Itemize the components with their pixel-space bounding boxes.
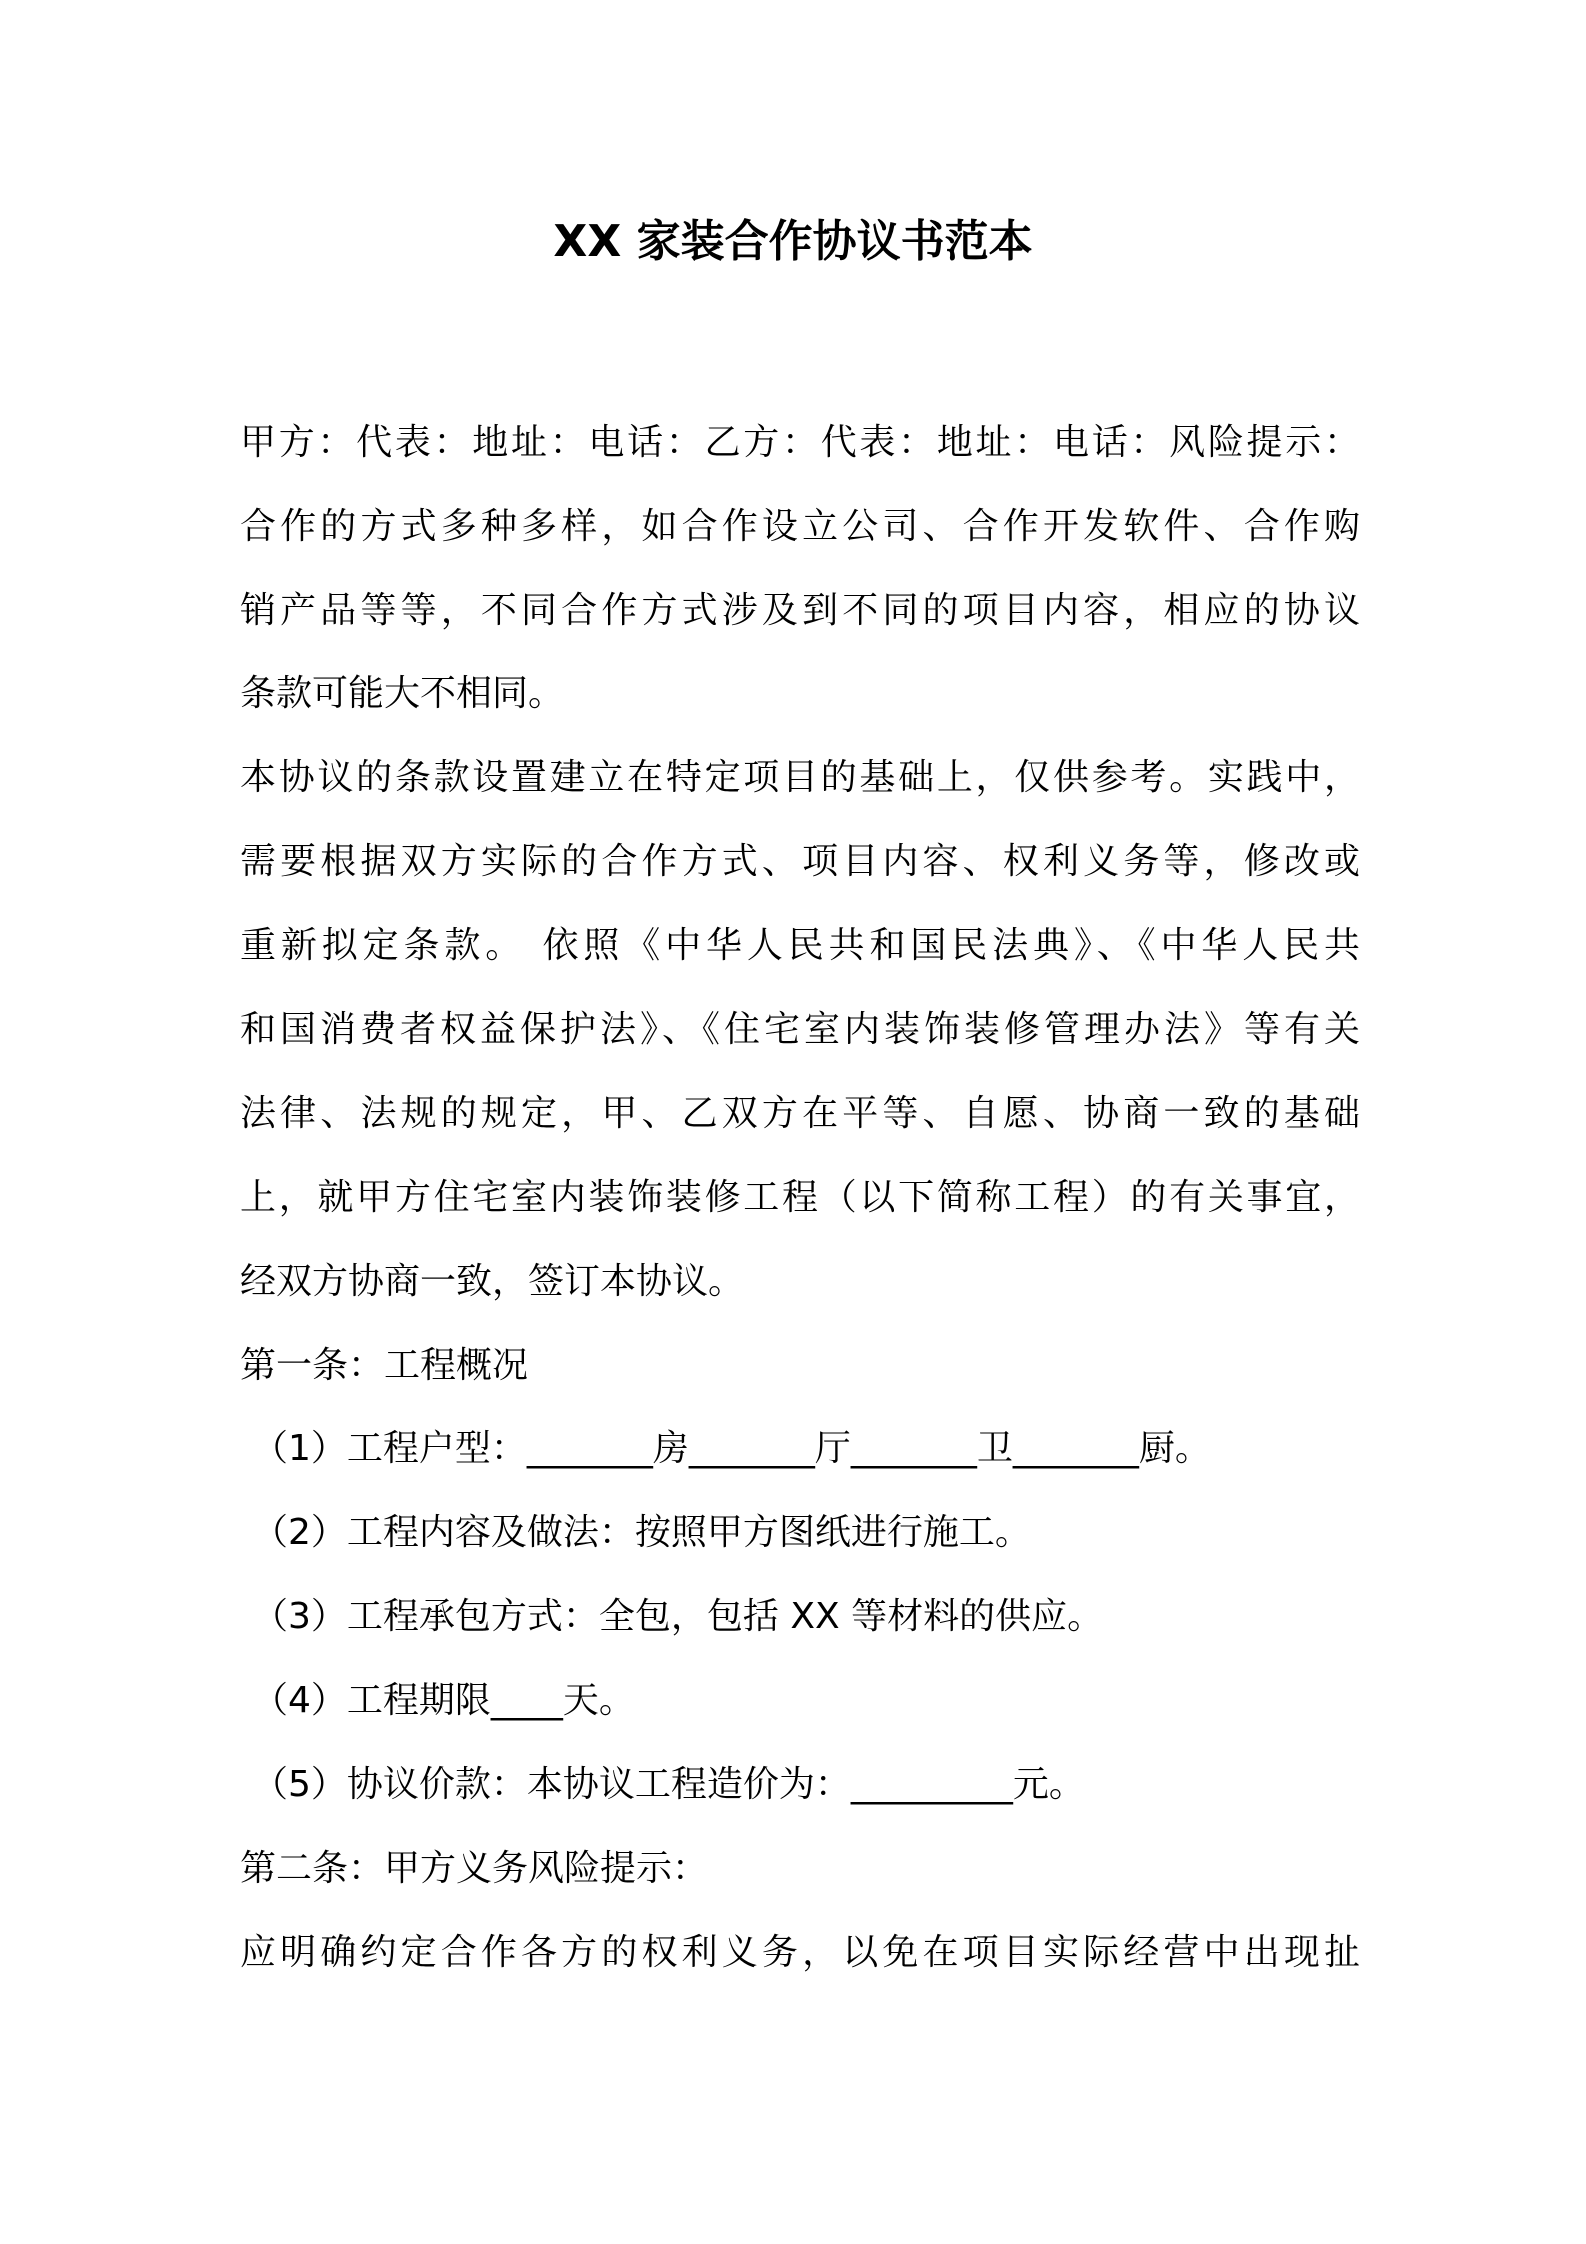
body-line: 经双方协商一致，签订本协议。 — [240, 1261, 745, 1302]
body-line: 重新拟定条款。 依照《中华人民共和国民法典》、《中华人民共 — [240, 925, 1360, 966]
body-line: 上，就甲方住宅室内装饰装修工程（以下简称工程）的有关事宜， — [240, 1177, 1360, 1218]
parties-line: 甲方：代表：地址：电话：乙方：代表：地址：电话：风险提示： — [240, 422, 1360, 463]
body-line: 应明确约定合作各方的权利义务，以免在项目实际经营中出现扯 — [240, 1932, 1360, 1973]
section-heading: 第一条：工程概况 — [240, 1345, 529, 1386]
document-title: XX 家装合作协议书范本 — [553, 216, 1033, 267]
clause-item: （1）工程户型：_______房_______厅_______卫_______厨。 — [252, 1428, 1211, 1469]
clause-item: （2）工程内容及做法：按照甲方图纸进行施工。 — [252, 1512, 1031, 1553]
body-line: 本协议的条款设置建立在特定项目的基础上，仅供参考。实践中， — [240, 757, 1360, 798]
body-line: 需要根据双方实际的合作方式、项目内容、权利义务等，修改或 — [240, 841, 1360, 882]
body-line: 销产品等等，不同合作方式涉及到不同的项目内容，相应的协议 — [240, 590, 1360, 631]
section-heading: 第二条：甲方义务风险提示： — [240, 1848, 709, 1889]
body-line: 合作的方式多种多样，如合作设立公司、合作开发软件、合作购 — [240, 506, 1360, 547]
body-line: 条款可能大不相同。 — [240, 673, 565, 714]
clause-item: （4）工程期限____天。 — [252, 1680, 635, 1721]
clause-item: （5）协议价款：本协议工程造价为：_________元。 — [252, 1764, 1085, 1805]
clause-item: （3）工程承包方式：全包，包括 XX 等材料的供应。 — [252, 1596, 1104, 1637]
body-line: 和国消费者权益保护法》、《住宅室内装饰装修管理办法》等有关 — [240, 1009, 1360, 1050]
body-line: 法律、法规的规定，甲、乙双方在平等、自愿、协商一致的基础 — [240, 1093, 1360, 1134]
